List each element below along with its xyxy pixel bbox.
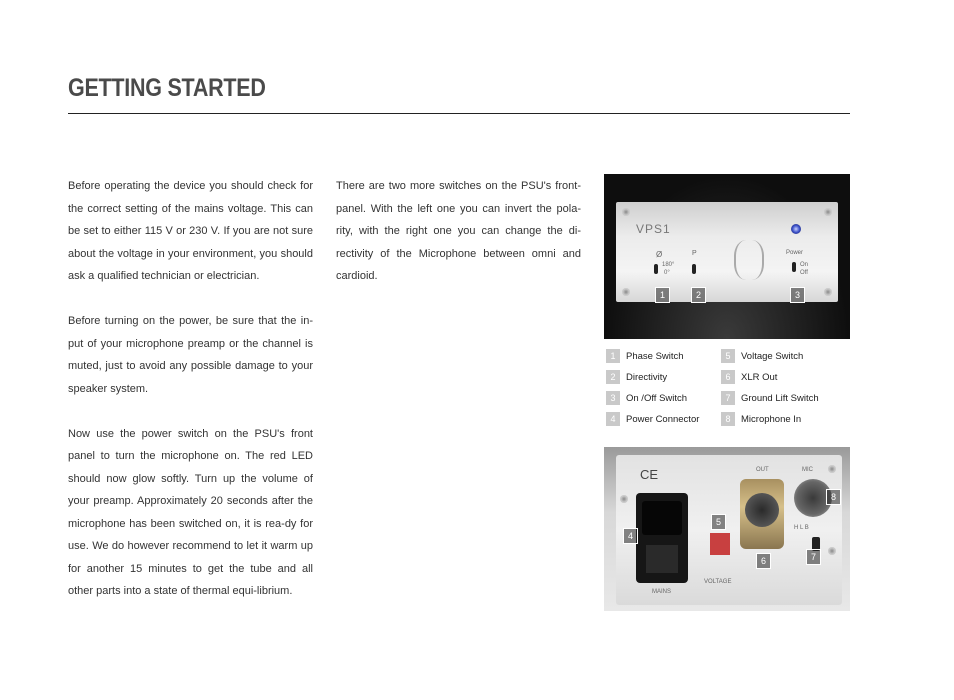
page-title: GETTING STARTED <box>68 74 266 102</box>
legend-number: 7 <box>721 391 735 405</box>
callout-4: 4 <box>623 528 638 544</box>
power-on-label: On <box>800 262 809 268</box>
legend-label: Directivity <box>626 371 668 383</box>
legend-item <box>606 412 699 426</box>
callout-8: 8 <box>826 489 841 505</box>
voltage-switch <box>710 533 730 555</box>
mic-label: MIC <box>802 467 813 473</box>
legend-number: 1 <box>606 349 620 363</box>
out-label: OUT <box>756 467 769 473</box>
legend-item <box>606 349 684 363</box>
legend-label: Microphone In <box>741 413 802 425</box>
legend-label: Power Connector <box>626 413 700 425</box>
psu-front-photo <box>604 174 850 339</box>
paragraph-power-on: Now use the power switch on the PSU's front panel to turn the microphone on. The red LED should now glow softly. Turn up the volume of your preamp. Approximately 20 seconds after the microphone has been switched on, it is rea-dy for use. We do however recommend to let it warm up for another 15 minutes to get the tube and all other parts into a state of thermal equi-librium. <box>68 427 313 597</box>
legend-label: On /Off Switch <box>626 392 688 404</box>
legend-item <box>606 370 667 384</box>
legend-label: Phase Switch <box>626 350 684 362</box>
screw-icon <box>622 288 630 296</box>
xlr-out-connector <box>740 479 784 549</box>
ground-lift-label: H L B <box>794 525 809 531</box>
screw-icon <box>620 495 628 503</box>
right-text-column <box>336 175 581 310</box>
panel-logo: VPS1 <box>636 222 671 236</box>
legend-label: XLR Out <box>741 371 778 383</box>
callout-7: 7 <box>806 549 821 565</box>
screw-icon <box>828 465 836 473</box>
legend-number: 6 <box>721 370 735 384</box>
phase-symbol: Ø <box>656 250 663 259</box>
callout-6: 6 <box>756 553 771 569</box>
legend-number: 2 <box>606 370 620 384</box>
left-text-column <box>68 175 313 625</box>
psu-back-panel <box>616 455 842 605</box>
legend-number: 4 <box>606 412 620 426</box>
callout-3: 3 <box>790 287 805 303</box>
legend-item <box>721 412 801 426</box>
power-off-label: Off <box>800 270 808 276</box>
legend-number: 8 <box>721 412 735 426</box>
callout-1: 1 <box>655 287 670 303</box>
legend-number: 3 <box>606 391 620 405</box>
mains-socket <box>636 493 688 583</box>
phase-180-label: 180° <box>662 262 675 268</box>
mains-label: MAINS <box>652 589 672 595</box>
emblem-icon <box>734 240 764 280</box>
paragraph-mute-preamp: Before turning on the power, be sure that the in-put of your microphone preamp or the channel is muted, just to avoid any possible damage to your speaker system. <box>68 315 313 395</box>
legend-item <box>721 370 777 384</box>
callout-2: 2 <box>691 287 706 303</box>
power-toggle <box>792 262 796 272</box>
psu-back-photo <box>604 447 850 611</box>
phase-toggle <box>654 264 658 274</box>
paragraph-mains-voltage: Before operating the device you should check for the correct setting of the mains voltage. This can be set to either 115 V or 230 V. If you are not sure about the voltage in your environment, you should ask a qualified technician or electrician. <box>68 180 313 282</box>
screw-icon <box>622 208 630 216</box>
directivity-toggle <box>692 264 696 274</box>
title-divider <box>68 113 850 114</box>
legend-label: Ground Lift Switch <box>741 392 819 404</box>
power-led-icon <box>791 224 801 234</box>
legend-label: Voltage Switch <box>741 350 804 362</box>
legend-number: 5 <box>721 349 735 363</box>
legend-item <box>721 391 819 405</box>
screw-icon <box>824 208 832 216</box>
paragraph-front-switches: There are two more switches on the PSU's front-panel. With the left one you can invert the pola-rity, with the right one you can change the di-rectivity of the Microphone between omni and cardioid. <box>336 180 581 282</box>
callout-5: 5 <box>711 514 726 530</box>
legend-item <box>606 391 687 405</box>
phase-0-label: 0° <box>664 270 670 276</box>
screw-icon <box>824 288 832 296</box>
directivity-label: P <box>692 250 697 257</box>
legend-item <box>721 349 803 363</box>
voltage-label: VOLTAGE <box>704 579 732 585</box>
power-label: Power <box>786 250 804 256</box>
ce-mark-icon: CE <box>640 467 659 482</box>
screw-icon <box>828 547 836 555</box>
